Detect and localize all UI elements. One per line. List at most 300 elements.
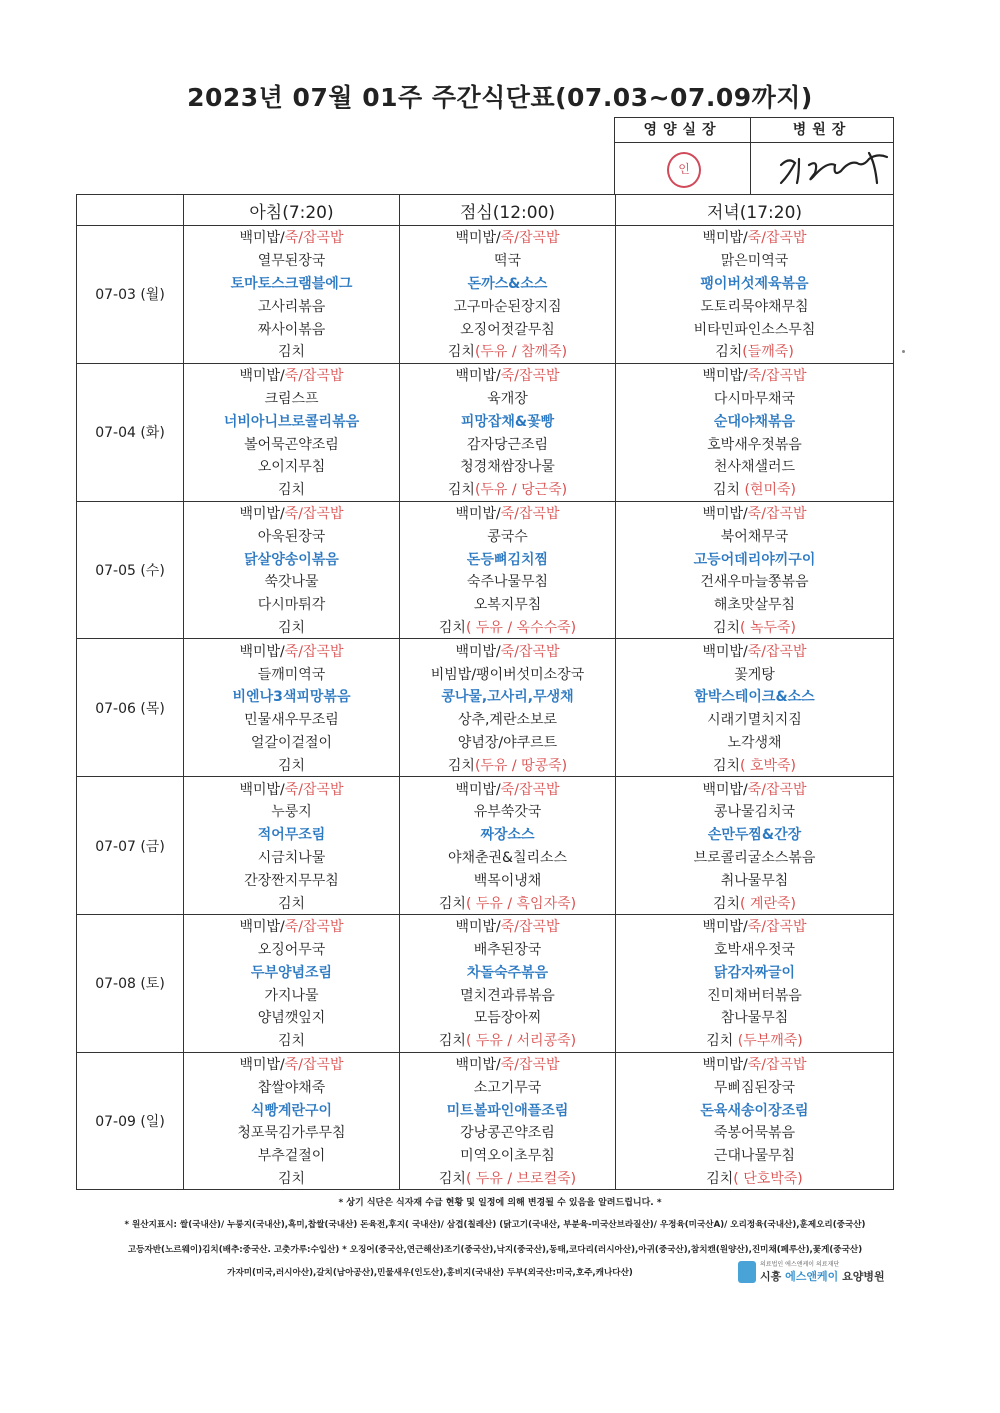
menu-row — [77, 983, 894, 1006]
menu-item: 다시마무채국 — [713, 390, 796, 407]
menu-row — [77, 938, 894, 961]
menu-item: 고구마순된장지짐 — [453, 298, 562, 315]
menu-item: 돈등뼈김치찜 — [466, 551, 549, 568]
breakfast-cell — [184, 249, 400, 272]
menu-item: 백미밥/ — [239, 643, 285, 660]
menu-item: 너비아니브로콜리볶음 — [223, 413, 360, 430]
dinner-cell — [616, 409, 894, 432]
lunch-cell — [400, 1052, 616, 1075]
dinner-cell — [616, 1075, 894, 1098]
menu-row — [77, 1121, 894, 1144]
dinner-cell — [616, 846, 894, 869]
menu-item: 백미밥/ — [455, 368, 501, 385]
lunch-cell — [400, 570, 616, 593]
menu-item: 백미밥/ — [239, 230, 285, 247]
dinner-cell — [616, 823, 894, 846]
menu-item: 죽/잡곡밥 — [500, 1057, 560, 1074]
breakfast-cell — [184, 478, 400, 501]
lunch-cell — [400, 800, 616, 823]
weekly-menu-table — [76, 194, 894, 1190]
menu-row — [77, 593, 894, 616]
logo-subtitle: 의료법인 에스앤케이 의료재단 — [760, 1261, 840, 1268]
menu-item: 취나물무침 — [720, 872, 789, 889]
dinner-cell — [616, 1167, 894, 1190]
dinner-cell — [616, 731, 894, 754]
menu-item: 백미밥/ — [455, 505, 501, 522]
menu-item: 고등어데리야끼구이 — [693, 551, 816, 568]
menu-row — [77, 317, 894, 340]
menu-item: 멸치견과류볶음 — [460, 987, 555, 1004]
lunch-cell — [400, 868, 616, 891]
director-sign-cell — [751, 143, 893, 194]
menu-row — [77, 294, 894, 317]
dinner-cell — [616, 616, 894, 639]
dinner-cell — [616, 570, 894, 593]
menu-item: ( 두유 / 서리콩죽) — [465, 1033, 577, 1050]
menu-item: 육개장 — [487, 390, 528, 407]
menu-row — [77, 753, 894, 776]
breakfast-cell — [184, 387, 400, 410]
menu-item: (두유 / 당근죽) — [474, 482, 568, 499]
dinner-cell — [616, 961, 894, 984]
menu-row — [77, 570, 894, 593]
menu-item: 짜사이볶음 — [257, 321, 326, 338]
seal-stamp: 인 — [667, 152, 701, 188]
menu-item: 백미밥/ — [702, 1057, 748, 1074]
lunch-header: 점심(12:00) — [400, 195, 616, 226]
menu-item: 죽/잡곡밥 — [747, 505, 807, 522]
day-date: 07-09 (일) — [77, 1052, 184, 1190]
menu-item: 노각생채 — [727, 734, 782, 751]
menu-item: 김치 — [447, 757, 475, 774]
breakfast-cell — [184, 891, 400, 914]
dinner-cell — [616, 1006, 894, 1029]
menu-row — [77, 1144, 894, 1167]
menu-item: 콩나물김치국 — [713, 804, 796, 821]
menu-item: 백미밥/ — [702, 919, 748, 936]
page-title: 2023년 07월 01주 주간식단표(07.03~07.09까지) — [187, 83, 813, 112]
menu-item: 무삐짐된장국 — [713, 1079, 796, 1096]
menu-row — [77, 1167, 894, 1190]
dinner-cell — [616, 800, 894, 823]
breakfast-cell — [184, 708, 400, 731]
menu-row — [77, 1098, 894, 1121]
menu-item: 백미밥/ — [455, 781, 501, 798]
breakfast-cell — [184, 1029, 400, 1052]
menu-item: 찹쌀야채죽 — [257, 1079, 326, 1096]
dinner-cell — [616, 983, 894, 1006]
lunch-cell — [400, 708, 616, 731]
breakfast-cell — [184, 547, 400, 570]
lunch-cell — [400, 731, 616, 754]
breakfast-cell — [184, 524, 400, 547]
dinner-cell — [616, 249, 894, 272]
menu-item: 김치 — [277, 895, 306, 912]
lunch-cell — [400, 249, 616, 272]
breakfast-cell — [184, 593, 400, 616]
menu-item: 비엔나3색피망볶음 — [232, 689, 351, 706]
signature-icon — [751, 143, 893, 194]
menu-item: 미트볼파인애플조림 — [446, 1102, 569, 1119]
lunch-cell — [400, 1167, 616, 1190]
menu-item: 김치 — [438, 895, 466, 912]
menu-item: 건새우마늘쫑볶음 — [700, 574, 809, 591]
logo-name-brand: 에스앤케이 — [785, 1270, 839, 1283]
menu-item: 죽/잡곡밥 — [747, 1057, 807, 1074]
breakfast-cell — [184, 1075, 400, 1098]
menu-item: 부추겉절이 — [257, 1148, 326, 1165]
menu-item: 상추,계란소보로 — [457, 712, 558, 729]
menu-item: 백미밥/ — [455, 643, 501, 660]
lunch-cell — [400, 272, 616, 295]
logo-name — [760, 1268, 885, 1284]
menu-item: 근대나물무침 — [713, 1148, 796, 1165]
dinner-cell — [616, 317, 894, 340]
menu-item: 다시마튀각 — [257, 597, 326, 614]
lunch-cell — [400, 639, 616, 662]
lunch-cell — [400, 340, 616, 363]
lunch-cell — [400, 501, 616, 524]
menu-item: 죽/잡곡밥 — [747, 781, 807, 798]
menu-item: 죽/잡곡밥 — [747, 230, 807, 247]
menu-item: ( 두유 / 옥수수죽) — [465, 619, 577, 636]
menu-item: 백미밥/ — [239, 368, 285, 385]
menu-item: 순대야채볶음 — [713, 413, 796, 430]
lunch-cell — [400, 938, 616, 961]
hospital-logo — [738, 1258, 885, 1288]
menu-item: 떡국 — [493, 253, 522, 270]
dinner-cell — [616, 226, 894, 249]
lunch-cell — [400, 823, 616, 846]
breakfast-cell — [184, 662, 400, 685]
menu-item: 꽃게탕 — [734, 666, 775, 683]
lunch-cell — [400, 983, 616, 1006]
breakfast-cell — [184, 363, 400, 386]
dinner-header: 저녁(17:20) — [616, 195, 894, 226]
menu-item: 쑥갓나물 — [264, 574, 319, 591]
menu-item: 팽이버섯제육볶음 — [700, 275, 809, 292]
menu-row — [77, 1006, 894, 1029]
menu-item: 김치 — [706, 1171, 734, 1188]
dinner-cell — [616, 363, 894, 386]
menu-item: 김치 — [277, 1171, 306, 1188]
menu-item: 백미밥/ — [702, 230, 748, 247]
menu-item: 백미밥/ — [239, 1057, 285, 1074]
menu-item: 모듬장아찌 — [473, 1010, 542, 1027]
menu-item: ( 두유 / 브로컬죽) — [465, 1171, 577, 1188]
menu-item: 볼어묵곤약조림 — [244, 436, 339, 453]
menu-item: 아욱된장국 — [257, 528, 326, 545]
menu-item: (현미죽) — [740, 482, 796, 499]
menu-item: 양념장/야쿠르트 — [457, 734, 558, 751]
menu-item: 돈육새송이장조림 — [700, 1102, 809, 1119]
menu-row — [77, 685, 894, 708]
menu-item: 오징어젓갈무침 — [460, 321, 555, 338]
day-date: 07-04 (화) — [77, 363, 184, 501]
table-header-row — [77, 195, 894, 226]
menu-item: 오복지무침 — [473, 597, 542, 614]
menu-item: 들깨미역국 — [257, 666, 326, 683]
lunch-cell — [400, 891, 616, 914]
menu-item: 죽봉어묵볶음 — [713, 1125, 796, 1142]
menu-item: ( 두유 / 흑임자죽) — [465, 895, 577, 912]
dinner-cell — [616, 1121, 894, 1144]
breakfast-cell — [184, 570, 400, 593]
menu-item: 강낭콩곤약조림 — [460, 1125, 555, 1142]
menu-item: 죽/잡곡밥 — [284, 230, 344, 247]
date-column-header — [77, 195, 184, 226]
menu-item: 두부양념조림 — [250, 964, 333, 981]
menu-item: 토마토스크램블에그 — [230, 275, 353, 292]
breakfast-cell — [184, 685, 400, 708]
menu-item: 김치 — [438, 619, 466, 636]
menu-item: 김치 — [712, 619, 741, 636]
menu-item: 죽/잡곡밥 — [500, 505, 560, 522]
breakfast-cell — [184, 800, 400, 823]
menu-item: 김치 — [447, 344, 475, 361]
menu-item: 브로콜리굴소스볶음 — [693, 849, 816, 866]
lunch-cell — [400, 387, 616, 410]
menu-row — [77, 868, 894, 891]
dinner-cell — [616, 340, 894, 363]
day-date: 07-06 (목) — [77, 639, 184, 777]
menu-item: 김치 — [712, 757, 741, 774]
menu-row — [77, 340, 894, 363]
breakfast-cell — [184, 938, 400, 961]
menu-item: 진미채버터볶음 — [707, 987, 802, 1004]
breakfast-cell — [184, 272, 400, 295]
menu-row — [77, 708, 894, 731]
menu-row — [77, 731, 894, 754]
menu-item: 감자당근조림 — [466, 436, 549, 453]
dinner-cell — [616, 501, 894, 524]
menu-item: 죽/잡곡밥 — [284, 919, 344, 936]
lunch-cell — [400, 363, 616, 386]
menu-item: 오징어무국 — [257, 942, 326, 959]
breakfast-cell — [184, 777, 400, 800]
menu-item: 콩국수 — [487, 528, 528, 545]
breakfast-cell — [184, 455, 400, 478]
dinner-cell — [616, 294, 894, 317]
dinner-cell — [616, 1029, 894, 1052]
breakfast-cell — [184, 1121, 400, 1144]
menu-item: 배추된장국 — [473, 942, 542, 959]
nutrition-chief-sign-cell — [615, 143, 751, 194]
lunch-cell — [400, 478, 616, 501]
menu-row — [77, 272, 894, 295]
breakfast-cell — [184, 753, 400, 776]
dinner-cell — [616, 478, 894, 501]
breakfast-cell — [184, 731, 400, 754]
menu-item: 백미밥/ — [455, 919, 501, 936]
menu-row — [77, 478, 894, 501]
menu-item: 야채춘권&칠리소스 — [447, 849, 568, 866]
menu-item: 소고기무국 — [473, 1079, 542, 1096]
breakfast-cell — [184, 1167, 400, 1190]
menu-item: 민물새우무조림 — [244, 712, 339, 729]
dinner-cell — [616, 777, 894, 800]
menu-item: 죽/잡곡밥 — [500, 643, 560, 660]
menu-row — [77, 1052, 894, 1075]
director-label: 병원장 — [751, 118, 893, 143]
lunch-cell — [400, 593, 616, 616]
menu-item: 김치 — [715, 344, 743, 361]
menu-item: 짜장소스 — [480, 827, 535, 844]
menu-row — [77, 226, 894, 249]
logo-name-suffix: 요양병원 — [838, 1270, 885, 1283]
menu-item: 가지나물 — [264, 987, 319, 1004]
change-notice: * 상기 식단은 식자재 수급 현황 및 일정에 의해 변경될 수 있음을 알려드립니다. * — [338, 1198, 662, 1208]
lunch-cell — [400, 1075, 616, 1098]
dinner-cell — [616, 272, 894, 295]
lunch-cell — [400, 846, 616, 869]
menu-row — [77, 639, 894, 662]
lunch-cell — [400, 1006, 616, 1029]
menu-item: 숙주나물무침 — [466, 574, 549, 591]
menu-row — [77, 800, 894, 823]
menu-item: 죽/잡곡밥 — [284, 781, 344, 798]
day-date: 07-03 (월) — [77, 226, 184, 364]
breakfast-cell — [184, 432, 400, 455]
menu-item: 김치 — [438, 1033, 466, 1050]
menu-item: 북어채무국 — [720, 528, 789, 545]
breakfast-cell — [184, 914, 400, 937]
menu-item: 유부쑥갓국 — [473, 804, 542, 821]
dinner-cell — [616, 547, 894, 570]
menu-item: 백미밥/ — [455, 1057, 501, 1074]
menu-item: 김치 — [277, 344, 306, 361]
lunch-cell — [400, 432, 616, 455]
dinner-cell — [616, 685, 894, 708]
menu-item: 적어무조림 — [257, 827, 326, 844]
menu-item: 김치 — [277, 619, 306, 636]
dinner-cell — [616, 455, 894, 478]
menu-item: 오이지무침 — [257, 459, 326, 476]
menu-item: 죽/잡곡밥 — [500, 230, 560, 247]
lunch-cell — [400, 685, 616, 708]
menu-row — [77, 249, 894, 272]
breakfast-cell — [184, 1006, 400, 1029]
menu-item: 죽/잡곡밥 — [500, 919, 560, 936]
menu-item: 백미밥/ — [702, 781, 748, 798]
breakfast-header: 아침(7:20) — [184, 195, 400, 226]
menu-row — [77, 891, 894, 914]
dinner-cell — [616, 914, 894, 937]
menu-item: 백미밥/ — [702, 368, 748, 385]
menu-item: 시래기멸치지짐 — [707, 712, 802, 729]
menu-item: 천사채샐러드 — [713, 459, 796, 476]
origin-line-3: 가자미(미국,러시아산),갈치(남아공산),민물새우(인도산),홍비지(국내산) 두부(외국산:미국,호주,캐나다산) — [227, 1268, 633, 1278]
menu-row — [77, 524, 894, 547]
menu-item: 도토리묵야채무침 — [700, 298, 809, 315]
lunch-cell — [400, 226, 616, 249]
menu-item: 김치 — [712, 482, 741, 499]
menu-row — [77, 547, 894, 570]
dinner-cell — [616, 639, 894, 662]
menu-item: 차돌숙주볶음 — [466, 964, 549, 981]
menu-item: 호박새우젓볶음 — [707, 436, 802, 453]
menu-item: 호박새우젓국 — [713, 942, 796, 959]
dinner-cell — [616, 868, 894, 891]
menu-row — [77, 387, 894, 410]
menu-item: 양념깻잎지 — [257, 1010, 326, 1027]
lunch-cell — [400, 961, 616, 984]
menu-item: 백미밥/ — [239, 781, 285, 798]
dinner-cell — [616, 753, 894, 776]
menu-item: 백목이냉채 — [473, 872, 542, 889]
menu-item: 김치 — [277, 1033, 306, 1050]
menu-item: 죽/잡곡밥 — [747, 919, 807, 936]
approval-box — [614, 117, 894, 195]
menu-item: 김치 — [447, 482, 475, 499]
lunch-cell — [400, 914, 616, 937]
menu-item: ( 계란죽) — [740, 895, 796, 912]
breakfast-cell — [184, 868, 400, 891]
menu-item: 돈까스&소스 — [467, 275, 548, 292]
menu-item: 맑은미역국 — [720, 253, 789, 270]
menu-item: 식빵계란구이 — [250, 1102, 333, 1119]
menu-row — [77, 616, 894, 639]
dinner-cell — [616, 938, 894, 961]
menu-item: 피망잡채&꽃빵 — [460, 413, 555, 430]
lunch-cell — [400, 1098, 616, 1121]
menu-item: ( 단호박죽) — [733, 1171, 803, 1188]
dinner-cell — [616, 1098, 894, 1121]
breakfast-cell — [184, 983, 400, 1006]
breakfast-cell — [184, 846, 400, 869]
breakfast-cell — [184, 317, 400, 340]
breakfast-cell — [184, 340, 400, 363]
menu-item: 백미밥/ — [239, 505, 285, 522]
menu-item: 청경채쌈장나물 — [460, 459, 555, 476]
menu-item: 닭감자짜글이 — [713, 964, 796, 981]
menu-item: 참나물무침 — [720, 1010, 789, 1027]
breakfast-cell — [184, 409, 400, 432]
breakfast-cell — [184, 961, 400, 984]
menu-item: 미역오이초무침 — [460, 1148, 555, 1165]
menu-row — [77, 455, 894, 478]
lunch-cell — [400, 317, 616, 340]
menu-item: 얼갈이겉절이 — [250, 734, 333, 751]
menu-row — [77, 914, 894, 937]
menu-row — [77, 363, 894, 386]
origin-line-2: 고등자반(노르웨이)김치(배추:중국산. 고춧가루:수입산) * 오징어(중국산,연근해산)조기(중국산),낙지(중국산),동태,코다리(러시아산),아귀(중국산),참치캔(원양산),진미채(페루산),꽃게(중국산) — [127, 1245, 863, 1255]
menu-item: 죽/잡곡밥 — [284, 505, 344, 522]
day-date: 07-07 (금) — [77, 777, 184, 915]
logo-name-city: 시흥 — [760, 1270, 786, 1283]
menu-item: 죽/잡곡밥 — [284, 643, 344, 660]
lunch-cell — [400, 616, 616, 639]
menu-item: 김치 — [706, 1033, 734, 1050]
breakfast-cell — [184, 1144, 400, 1167]
origin-line-1: * 원산지표시: 쌀(국내산)/ 누룽지(국내산),흑미,찹쌀(국내산) 돈육전,후지( 국내산)/ 삼겹(칠레산) (닭고기(국내산, 부분육-미국산브라질산)/ 우정육(미국산A)/ 오리정육(국내산),훈제오리(중국산) — [124, 1220, 866, 1230]
menu-item: 백미밥/ — [455, 230, 501, 247]
menu-item: 청포묵김가루무침 — [237, 1125, 346, 1142]
menu-row — [77, 662, 894, 685]
lunch-cell — [400, 455, 616, 478]
breakfast-cell — [184, 823, 400, 846]
dinner-cell — [616, 593, 894, 616]
dinner-cell — [616, 891, 894, 914]
dinner-cell — [616, 432, 894, 455]
menu-item: 백미밥/ — [239, 919, 285, 936]
menu-item: 김치 — [277, 482, 306, 499]
menu-item: 해초맛살무침 — [713, 597, 796, 614]
nutrition-chief-label: 영양실장 — [615, 118, 751, 143]
menu-item: 죽/잡곡밥 — [500, 781, 560, 798]
menu-item: (두유 / 참깨죽) — [474, 344, 568, 361]
menu-row — [77, 501, 894, 524]
